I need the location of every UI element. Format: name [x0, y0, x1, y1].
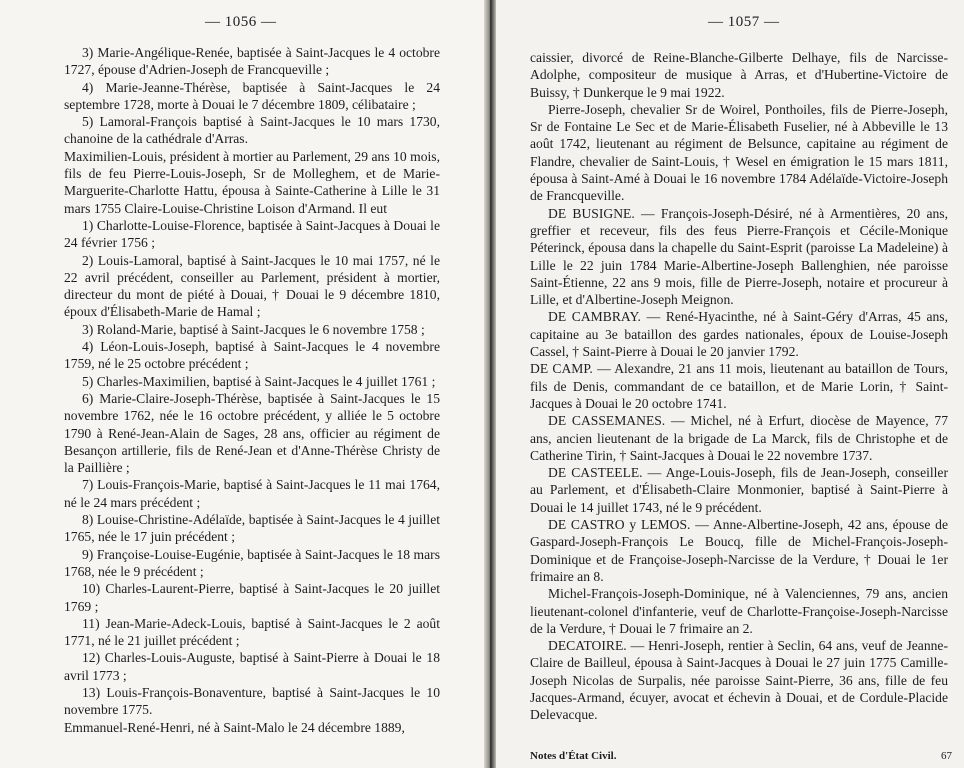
- left-paragraph: 8) Louise-Christine-Adélaïde, baptisée à Saint-Jacques le 4 juillet 1765, née le 17 juin précédent ;: [64, 512, 440, 545]
- right-paragraph: DE CASTEELE. — Ange-Louis-Joseph, fils de Jean-Joseph, conseiller au Parlement, et d'Élisabeth-Claire Monmonier, baptisé à Saint-Pierre à Douai le 14 juillet 1743, né le 9 précédent.: [530, 465, 948, 515]
- right-paragraph: Pierre-Joseph, chevalier Sr de Woirel, Ponthoiles, fils de Pierre-Joseph, Sr de Fontaine Le Sec et de Marie-Élisabeth Fuselier, né à Abbeville le 13 août 1742, lieutenant au régiment de Belsunce, capitaine au régiment de Flandre, chevalier de Saint-Louis, † Wesel en émigration le 15 mars 1811, épousa à Saint-Amé à Douai le 16 novembre 1784 Adélaïde-Victoire-Joseph de Francqueville.: [530, 101, 948, 204]
- running-footer: Notes d'État Civil.: [530, 750, 617, 762]
- left-paragraph: 5) Lamoral-François baptisé à Saint-Jacques le 10 mars 1730, chanoine de la cathédrale d'Arras.: [64, 114, 440, 147]
- left-paragraph: 9) Françoise-Louise-Eugénie, baptisée à Saint-Jacques le 18 mars 1768, née le 9 précédent ;: [64, 546, 440, 579]
- right-paragraph: DE CASSEMANES. — Michel, né à Erfurt, diocèse de Mayence, 77 ans, ancien lieutenant de la brigade de La Marck, fils de Christophe et de Catherine Tirin, † Saint-Jacques à Douai le 22 novembre 1737.: [530, 413, 948, 463]
- left-page-number: — 1056 —: [205, 14, 277, 30]
- left-paragraph: 5) Charles-Maximilien, baptisé à Saint-Jacques le 4 juillet 1761 ;: [82, 373, 436, 389]
- right-paragraph: caissier, divorcé de Reine-Blanche-Gilberte Delhaye, fils de Narcisse-Adolphe, compositeur de musique à Arras, et d'Hubertine-Victoire de Buissy, † Dunkerque le 9 mai 1922.: [530, 50, 948, 100]
- left-paragraph: 11) Jean-Marie-Adeck-Louis, baptisé à Saint-Jacques le 2 août 1771, né le 21 juillet précédent ;: [64, 615, 440, 649]
- left-page-text: [64, 44, 440, 736]
- right-paragraph: DE BUSIGNE. — François-Joseph-Désiré, né à Armentières, 20 ans, greffier et receveur, fils des feus Pierre-François et Cécile-Monique Péterinck, épousa dans la chapelle du Saint-Esprit (paroisse La Madeleine) à Lille le 22 juin 1784 Marie-Albertine-Joseph Ballenghien, née paroisse Saint-Étienne, 22 ans 9 mois, fille de Pierre-Joseph, notaire et procureur à Lille, et d'Albertine-Joseph Meignon.: [530, 205, 948, 308]
- right-paragraph: DE CAMP. — Alexandre, 21 ans 11 mois, lieutenant au bataillon de Tours, fils de Denis, commandant de ce bataillon, et de Marie Lorin, † Saint-Jacques à Douai le 20 octobre 1741.: [530, 361, 948, 411]
- right-page: [496, 0, 964, 768]
- left-paragraph: 6) Marie-Claire-Joseph-Thérèse, baptisée à Saint-Jacques le 15 novembre 1762, née le 16 octobre précédent, y alliée le 5 octobre 1790 à René-Jean-Alain de Sages, 28 ans, officier au régiment de Besançon artillerie, fils de René-Jean et d'Anne-Thérèse Christy de la Paillière ;: [64, 390, 440, 476]
- left-paragraph: 1) Charlotte-Louise-Florence, baptisée à Saint-Jacques à Douai le 24 février 1756 ;: [64, 217, 440, 251]
- right-page-number: — 1057 —: [708, 14, 780, 30]
- left-paragraph: 7) Louis-François-Marie, baptisé à Saint-Jacques le 11 mai 1764, né le 24 mars précédent ;: [64, 477, 440, 510]
- left-paragraph: 3) Marie-Angélique-Renée, baptisée à Saint-Jacques le 4 octobre 1727, épouse d'Adrien-Joseph de Francqueville ;: [64, 45, 440, 78]
- right-paragraph: DE CASTRO y LEMOS. — Anne-Albertine-Joseph, 42 ans, épouse de Gaspard-Joseph-François Le Boucq, fille de Michel-François-Joseph-Dominique et de Françoise-Joseph-Narcisse de la Verdure, † Douai le 1er frimaire an 8.: [530, 517, 948, 584]
- left-paragraph: 13) Louis-François-Bonaventure, baptisé à Saint-Jacques le 10 novembre 1775.: [64, 684, 440, 718]
- left-paragraph: 4) Léon-Louis-Joseph, baptisé à Saint-Jacques le 4 novembre 1759, né le 25 octobre précédent ;: [64, 339, 440, 372]
- left-paragraph: 10) Charles-Laurent-Pierre, baptisé à Saint-Jacques le 20 juillet 1769 ;: [64, 581, 440, 614]
- right-page-text: [530, 49, 948, 724]
- left-paragraph: 3) Roland-Marie, baptisé à Saint-Jacques le 6 novembre 1758 ;: [82, 321, 425, 337]
- left-paragraph: 4) Marie-Jeanne-Thérèse, baptisée à Saint-Jacques le 24 septembre 1728, morte à Douai le 7 décembre 1809, célibataire ;: [64, 79, 440, 112]
- right-paragraph: DECATOIRE. — Henri-Joseph, rentier à Seclin, 64 ans, veuf de Jeanne-Claire de Bailleul, épousa à Saint-Jacques à Douai le 27 juin 1775 Camille-Joseph Nicolas de Surpalis, née paroisse Saint-Pierre, 36 ans, fille de feu Jacques-Armand, écuyer, avocat et échevin à Douai, et de Cordule-Placide Delevacque.: [530, 638, 948, 723]
- right-paragraph: DE CAMBRAY. — René-Hyacinthe, né à Saint-Géry d'Arras, 45 ans, capitaine au 3e bataillon des gardes nationales, époux de Louise-Joseph Cassel, † Saint-Pierre à Douai le 20 janvier 1792.: [530, 309, 948, 360]
- right-paragraph: Michel-François-Joseph-Dominique, né à Valenciennes, 79 ans, ancien lieutenant-colonel d'infanterie, veuf de Charlotte-Françoise-Joseph-Narcisse de la Verdure, † Douai le 7 frimaire an 2.: [530, 586, 948, 636]
- signature-folio: 67: [941, 750, 952, 762]
- left-paragraph: Maximilien-Louis, président à mortier au Parlement, 29 ans 10 mois, fils de feu Pierre-Louis-Joseph, Sr de Molleghem, et de Marie-Marguerite-Charlotte Hattu, épousa à Sainte-Catherine à Lille le 31 mars 1755 Claire-Louise-Christine Loison d'Armand. Il eut: [64, 148, 440, 216]
- book-gutter: [484, 0, 496, 768]
- left-paragraph: 2) Louis-Lamoral, baptisé à Saint-Jacques le 10 mai 1757, né le 22 avril précédent, conseiller au Parlement, président à mortier, directeur du mont de piété à Douai, † Douai le 9 décembre 1810, époux d'Élisabeth-Marie de Hamal ;: [64, 252, 440, 320]
- left-paragraph: 12) Charles-Louis-Auguste, baptisé à Saint-Pierre à Douai le 18 avril 1773 ;: [64, 650, 440, 683]
- left-paragraph: Emmanuel-René-Henri, né à Saint-Malo le 24 décembre 1889,: [64, 719, 405, 735]
